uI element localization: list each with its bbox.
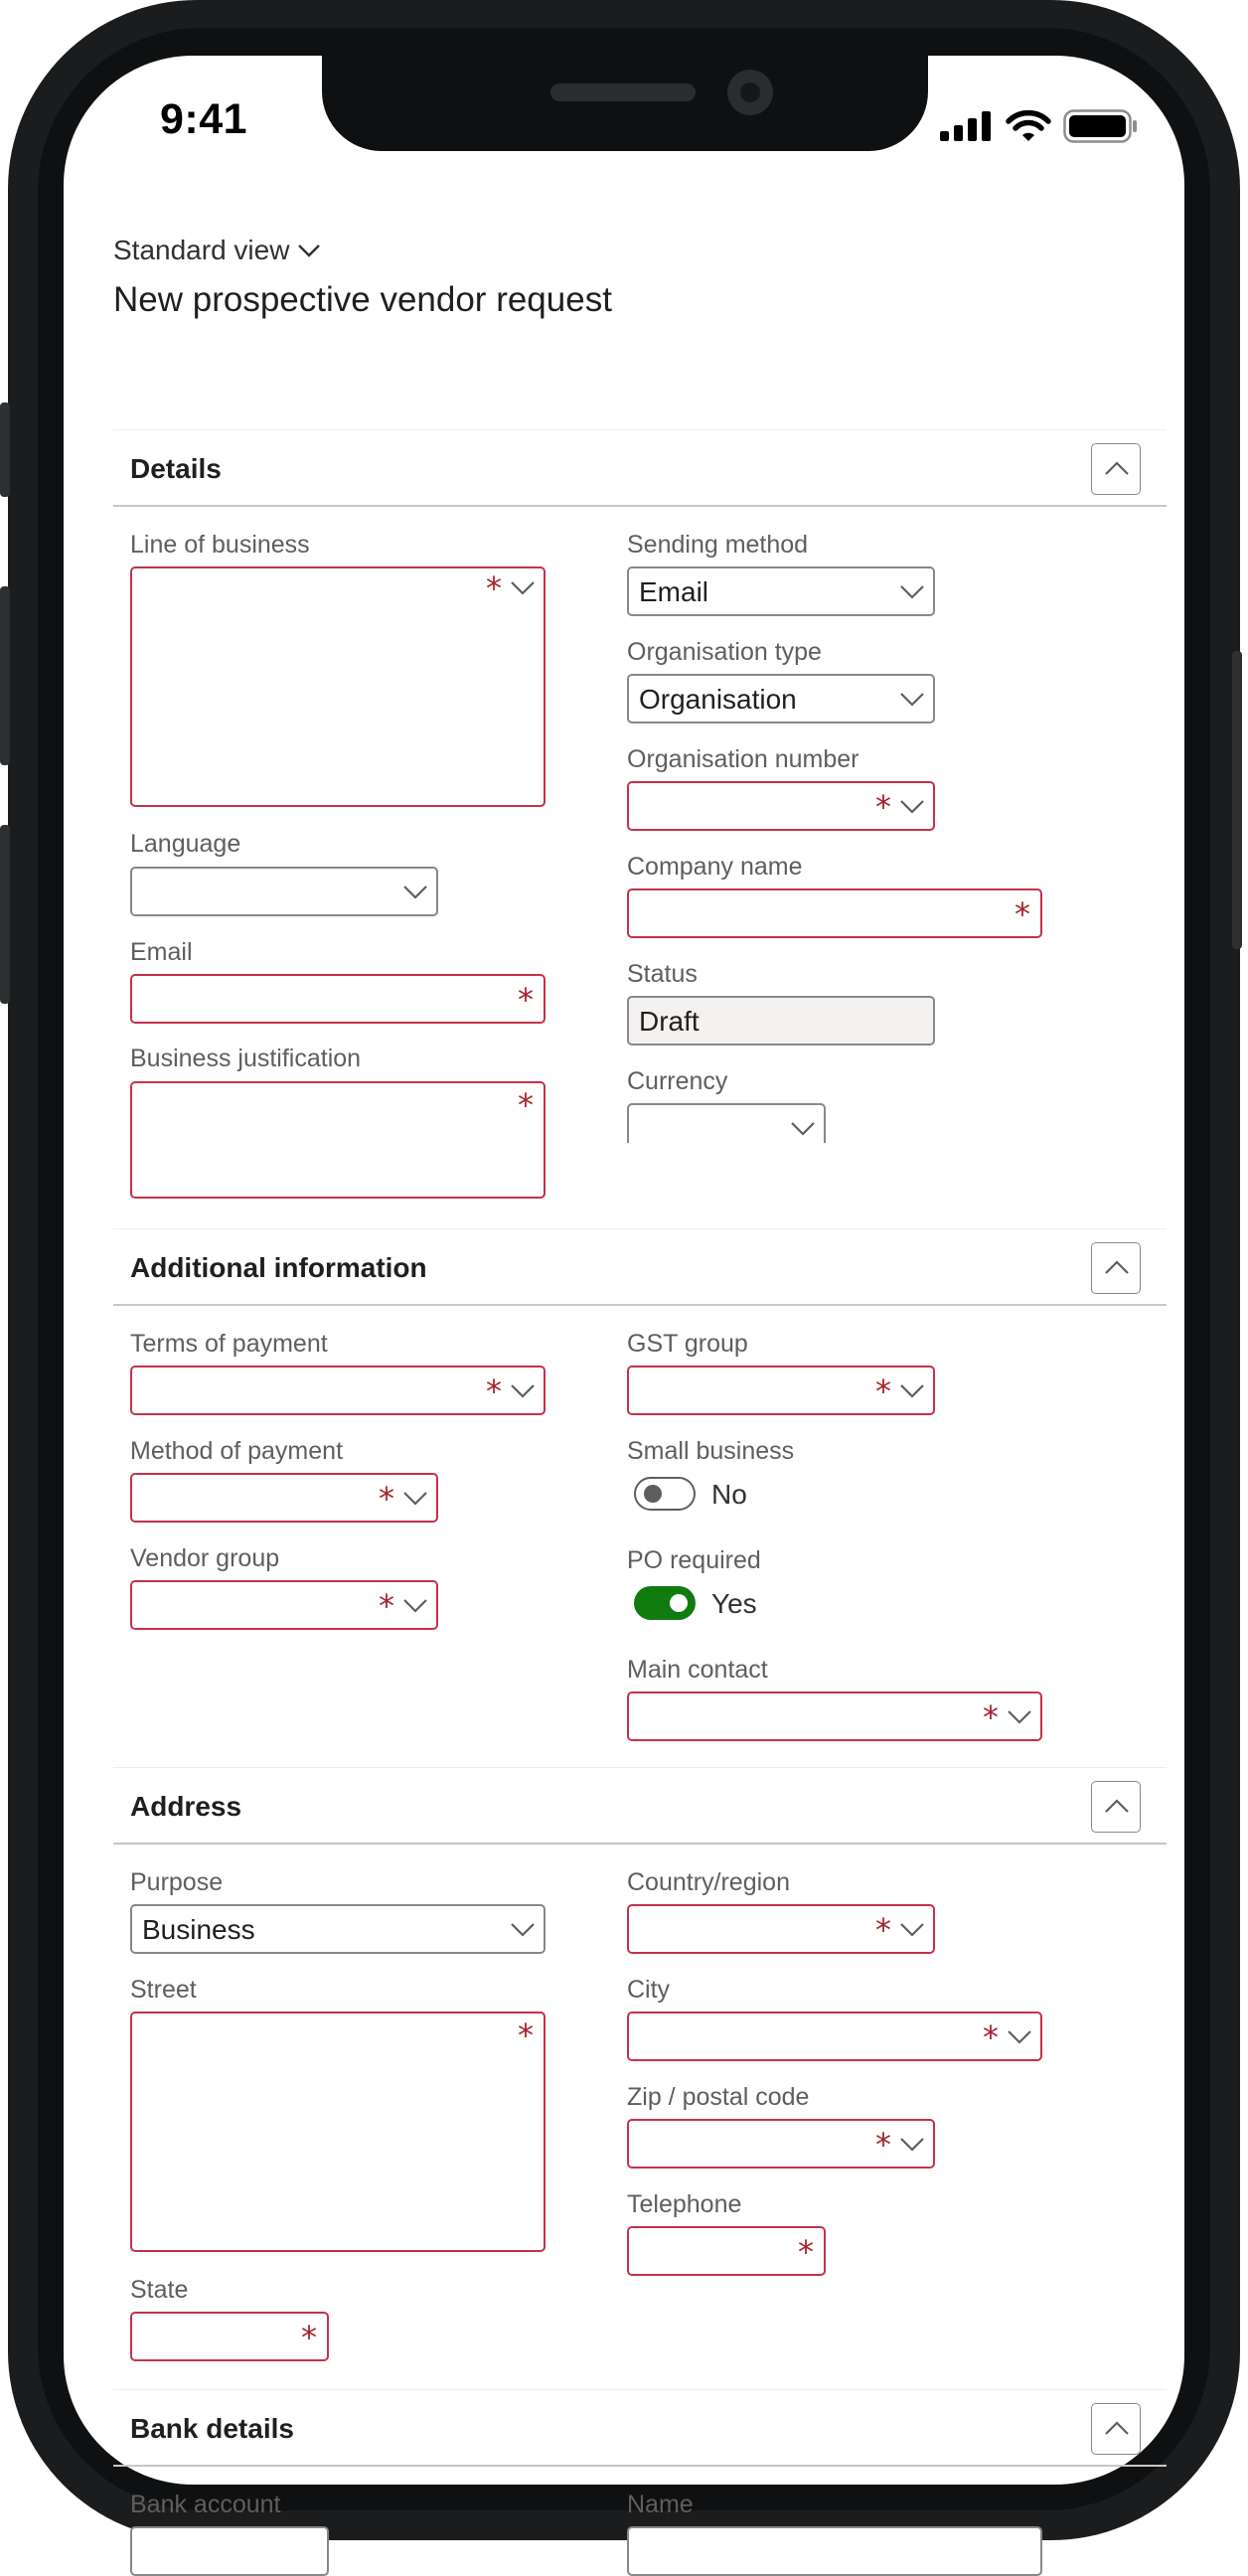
required-icon: * bbox=[379, 1587, 394, 1625]
signal-icon bbox=[940, 111, 994, 141]
required-icon: * bbox=[875, 2126, 891, 2164]
zip-postal-code-label: Zip / postal code bbox=[627, 2083, 810, 2111]
chevron-down-icon bbox=[297, 242, 321, 258]
organisation-number-field[interactable] bbox=[627, 781, 935, 831]
chevron-down-icon bbox=[402, 1489, 428, 1507]
email-label: Email bbox=[130, 938, 193, 966]
chevron-down-icon bbox=[510, 1381, 536, 1399]
toggle-knob bbox=[644, 1485, 662, 1503]
required-icon: * bbox=[518, 981, 534, 1019]
bank-account-field[interactable] bbox=[130, 2526, 329, 2576]
speaker bbox=[550, 83, 696, 101]
language-label: Language bbox=[130, 830, 241, 858]
section-header-address[interactable] bbox=[113, 1767, 1167, 1845]
collapse-button[interactable] bbox=[1091, 1242, 1141, 1294]
required-icon: * bbox=[301, 2319, 317, 2356]
screen bbox=[64, 56, 1184, 2518]
currency-select[interactable] bbox=[627, 1103, 826, 1143]
chevron-down-icon bbox=[510, 1920, 536, 1938]
country-region-field[interactable] bbox=[627, 1904, 935, 1954]
side-button-mute bbox=[0, 402, 10, 497]
side-button-power bbox=[1232, 651, 1242, 949]
section-title: Details bbox=[130, 453, 222, 484]
required-icon: * bbox=[518, 2016, 534, 2054]
terms-of-payment-label: Terms of payment bbox=[130, 1330, 328, 1358]
purpose-label: Purpose bbox=[130, 1868, 224, 1896]
chevron-down-icon bbox=[402, 1596, 428, 1614]
gst-group-label: GST group bbox=[627, 1330, 748, 1358]
section-title: Additional information bbox=[130, 1252, 427, 1283]
sending-method-select[interactable]: Email bbox=[627, 566, 935, 616]
view-selector[interactable] bbox=[113, 235, 321, 266]
currency-label: Currency bbox=[627, 1067, 728, 1095]
status-field bbox=[627, 996, 935, 1046]
camera bbox=[727, 70, 773, 115]
required-icon: * bbox=[486, 1372, 502, 1410]
bank-name-label: Name bbox=[627, 2491, 694, 2518]
chevron-down-icon bbox=[790, 1119, 816, 1137]
chevron-up-icon bbox=[1104, 1257, 1130, 1277]
business-justification-label: Business justification bbox=[130, 1045, 362, 1072]
chevron-down-icon bbox=[510, 578, 536, 596]
telephone-label: Telephone bbox=[627, 2190, 742, 2218]
section-header-bank-details[interactable] bbox=[113, 2389, 1167, 2467]
line-of-business-field[interactable] bbox=[130, 566, 546, 807]
required-icon: * bbox=[1014, 895, 1030, 933]
chevron-down-icon bbox=[899, 797, 925, 815]
form-content bbox=[64, 56, 1184, 2518]
city-label: City bbox=[627, 1976, 671, 2004]
po-required-value: Yes bbox=[711, 1588, 757, 1619]
required-icon: * bbox=[486, 569, 502, 607]
line-of-business-label: Line of business bbox=[130, 531, 310, 559]
status-icons bbox=[940, 107, 1149, 147]
wifi-icon bbox=[1006, 109, 1051, 143]
required-icon: * bbox=[518, 1086, 534, 1124]
chevron-down-icon bbox=[899, 1381, 925, 1399]
method-of-payment-label: Method of payment bbox=[130, 1437, 344, 1465]
method-of-payment-field[interactable] bbox=[130, 1473, 438, 1523]
collapse-button[interactable] bbox=[1091, 1781, 1141, 1833]
state-label: State bbox=[130, 2276, 189, 2304]
notch bbox=[322, 52, 928, 151]
chevron-up-icon bbox=[1104, 458, 1130, 478]
email-field[interactable] bbox=[130, 974, 546, 1024]
business-justification-field[interactable] bbox=[130, 1081, 546, 1199]
status-label: Status bbox=[627, 960, 698, 988]
chevron-down-icon bbox=[1007, 2027, 1032, 2045]
collapse-button[interactable] bbox=[1091, 443, 1141, 495]
main-contact-field[interactable] bbox=[627, 1691, 1042, 1741]
po-required-toggle[interactable] bbox=[634, 1586, 696, 1620]
required-icon: * bbox=[983, 2018, 999, 2056]
status-time: 9:41 bbox=[160, 95, 248, 143]
page-title: New prospective vendor request bbox=[113, 280, 612, 319]
chevron-down-icon bbox=[899, 1920, 925, 1938]
street-field[interactable] bbox=[130, 2012, 546, 2252]
required-icon: * bbox=[983, 1698, 999, 1736]
state-field[interactable] bbox=[130, 2312, 329, 2361]
small-business-value: No bbox=[711, 1479, 747, 1510]
side-button-volume-up bbox=[0, 586, 10, 765]
bank-account-label: Bank account bbox=[130, 2491, 281, 2518]
po-required-label: PO required bbox=[627, 1546, 761, 1574]
battery-icon bbox=[1063, 109, 1139, 143]
section-header-additional-information[interactable] bbox=[113, 1228, 1167, 1306]
telephone-field[interactable] bbox=[627, 2226, 826, 2276]
side-button-volume-down bbox=[0, 825, 10, 1004]
chevron-down-icon bbox=[899, 690, 925, 708]
bank-name-field[interactable] bbox=[627, 2526, 1042, 2576]
street-label: Street bbox=[130, 1976, 197, 2004]
zip-postal-code-field[interactable] bbox=[627, 2119, 935, 2169]
chevron-up-icon bbox=[1104, 1796, 1130, 1816]
required-icon: * bbox=[379, 1480, 394, 1518]
small-business-toggle[interactable] bbox=[634, 1477, 696, 1511]
section-title: Address bbox=[130, 1791, 242, 1822]
sending-method-label: Sending method bbox=[627, 531, 809, 559]
terms-of-payment-field[interactable] bbox=[130, 1366, 546, 1415]
required-icon: * bbox=[875, 788, 891, 826]
main-contact-label: Main contact bbox=[627, 1656, 768, 1684]
small-business-label: Small business bbox=[627, 1437, 795, 1465]
organisation-number-label: Organisation number bbox=[627, 745, 859, 773]
vendor-group-field[interactable] bbox=[130, 1580, 438, 1630]
chevron-down-icon bbox=[899, 2135, 925, 2153]
collapse-button[interactable] bbox=[1091, 2403, 1141, 2455]
required-icon: * bbox=[875, 1911, 891, 1949]
city-field[interactable] bbox=[627, 2012, 1042, 2061]
required-icon: * bbox=[798, 2233, 814, 2271]
organisation-type-select[interactable]: Organisation bbox=[627, 674, 935, 724]
chevron-down-icon bbox=[402, 883, 428, 900]
country-region-label: Country/region bbox=[627, 1868, 790, 1896]
vendor-group-label: Vendor group bbox=[130, 1544, 280, 1572]
purpose-select[interactable]: Business bbox=[130, 1904, 546, 1954]
company-name-field[interactable] bbox=[627, 888, 1042, 938]
chevron-down-icon bbox=[1007, 1707, 1032, 1725]
section-title: Bank details bbox=[130, 2413, 294, 2444]
organisation-type-label: Organisation type bbox=[627, 638, 822, 666]
company-name-label: Company name bbox=[627, 853, 803, 881]
view-selector-label: Standard view bbox=[113, 235, 290, 265]
status-value: Draft bbox=[639, 1006, 700, 1037]
chevron-down-icon bbox=[899, 582, 925, 600]
required-icon: * bbox=[875, 1372, 891, 1410]
language-field[interactable] bbox=[130, 867, 438, 916]
chevron-up-icon bbox=[1104, 2418, 1130, 2438]
section-header-details[interactable] bbox=[113, 429, 1167, 507]
toggle-knob bbox=[670, 1594, 688, 1612]
gst-group-field[interactable] bbox=[627, 1366, 935, 1415]
